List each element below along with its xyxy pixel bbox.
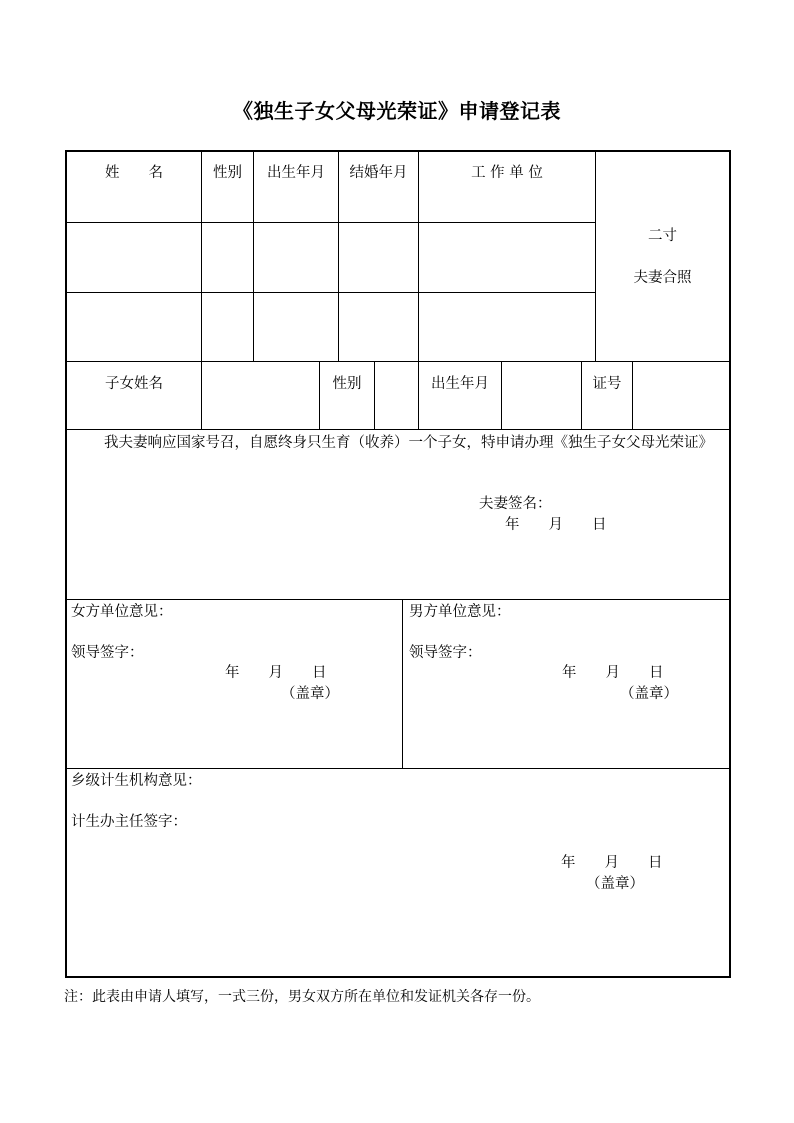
column-divider — [501, 361, 502, 429]
header-work-unit: 工 作 单 位 — [471, 165, 543, 181]
row-divider — [67, 222, 596, 223]
column-divider — [338, 152, 339, 361]
photo-size-label: 二寸 — [648, 228, 677, 244]
column-divider — [374, 361, 375, 429]
male-leader-signature: 领导签字： — [409, 645, 482, 661]
female-unit-date: 年 月 日 — [225, 665, 327, 681]
male-unit-label: 男方单位意见： — [409, 604, 511, 620]
table-border-bottom — [65, 976, 731, 978]
column-divider — [402, 599, 403, 768]
form-title: 《独生子女父母光荣证》申请登记表 — [233, 99, 561, 123]
child-name-label: 子女姓名 — [105, 376, 163, 392]
row-divider — [67, 599, 729, 600]
column-divider — [201, 361, 202, 429]
township-seal: （盖章） — [586, 876, 644, 892]
male-unit-date: 年 月 日 — [562, 665, 664, 681]
male-unit-seal: （盖章） — [620, 686, 678, 702]
director-signature: 计生办主任签字： — [71, 814, 187, 830]
column-divider — [632, 361, 633, 429]
column-divider — [319, 361, 320, 429]
header-birth: 出生年月 — [267, 165, 325, 181]
couple-signature-label: 夫妻签名： — [479, 496, 552, 512]
photo-caption: 夫妻合照 — [633, 270, 692, 286]
header-marriage: 结婚年月 — [349, 165, 408, 181]
female-unit-seal: （盖章） — [281, 686, 339, 702]
row-divider — [67, 429, 729, 430]
header-gender: 性别 — [213, 165, 242, 181]
column-divider — [595, 152, 596, 361]
table-border-top — [65, 150, 731, 152]
footnote: 注：此表由申请人填写，一式三份，男女双方所在单位和发证机关各存一份。 — [64, 989, 540, 1005]
declaration-body: 我夫妻响应国家号召，自愿终身只生育（收养）一个子女，特申请办理《独生子女父母光荣证》 — [104, 435, 713, 451]
column-divider — [253, 152, 254, 361]
child-birth-label: 出生年月 — [431, 376, 489, 392]
column-divider — [581, 361, 582, 429]
row-divider — [67, 768, 729, 769]
female-leader-signature: 领导签字： — [71, 645, 144, 661]
column-divider — [418, 361, 419, 429]
row-divider — [67, 361, 729, 362]
column-divider — [418, 152, 419, 361]
cert-number-label: 证号 — [592, 376, 622, 392]
township-date: 年 月 日 — [561, 855, 663, 871]
declaration-date: 年 月 日 — [505, 517, 607, 533]
table-border-right — [729, 150, 731, 978]
table-border-left — [65, 150, 67, 978]
declaration-text — [71, 433, 727, 453]
column-divider — [201, 152, 202, 361]
header-name: 姓 名 — [105, 165, 163, 181]
female-unit-label: 女方单位意见： — [71, 604, 173, 620]
township-opinion-label: 乡级计生机构意见： — [71, 773, 202, 789]
row-divider — [67, 292, 596, 293]
child-gender-label: 性别 — [332, 376, 362, 392]
